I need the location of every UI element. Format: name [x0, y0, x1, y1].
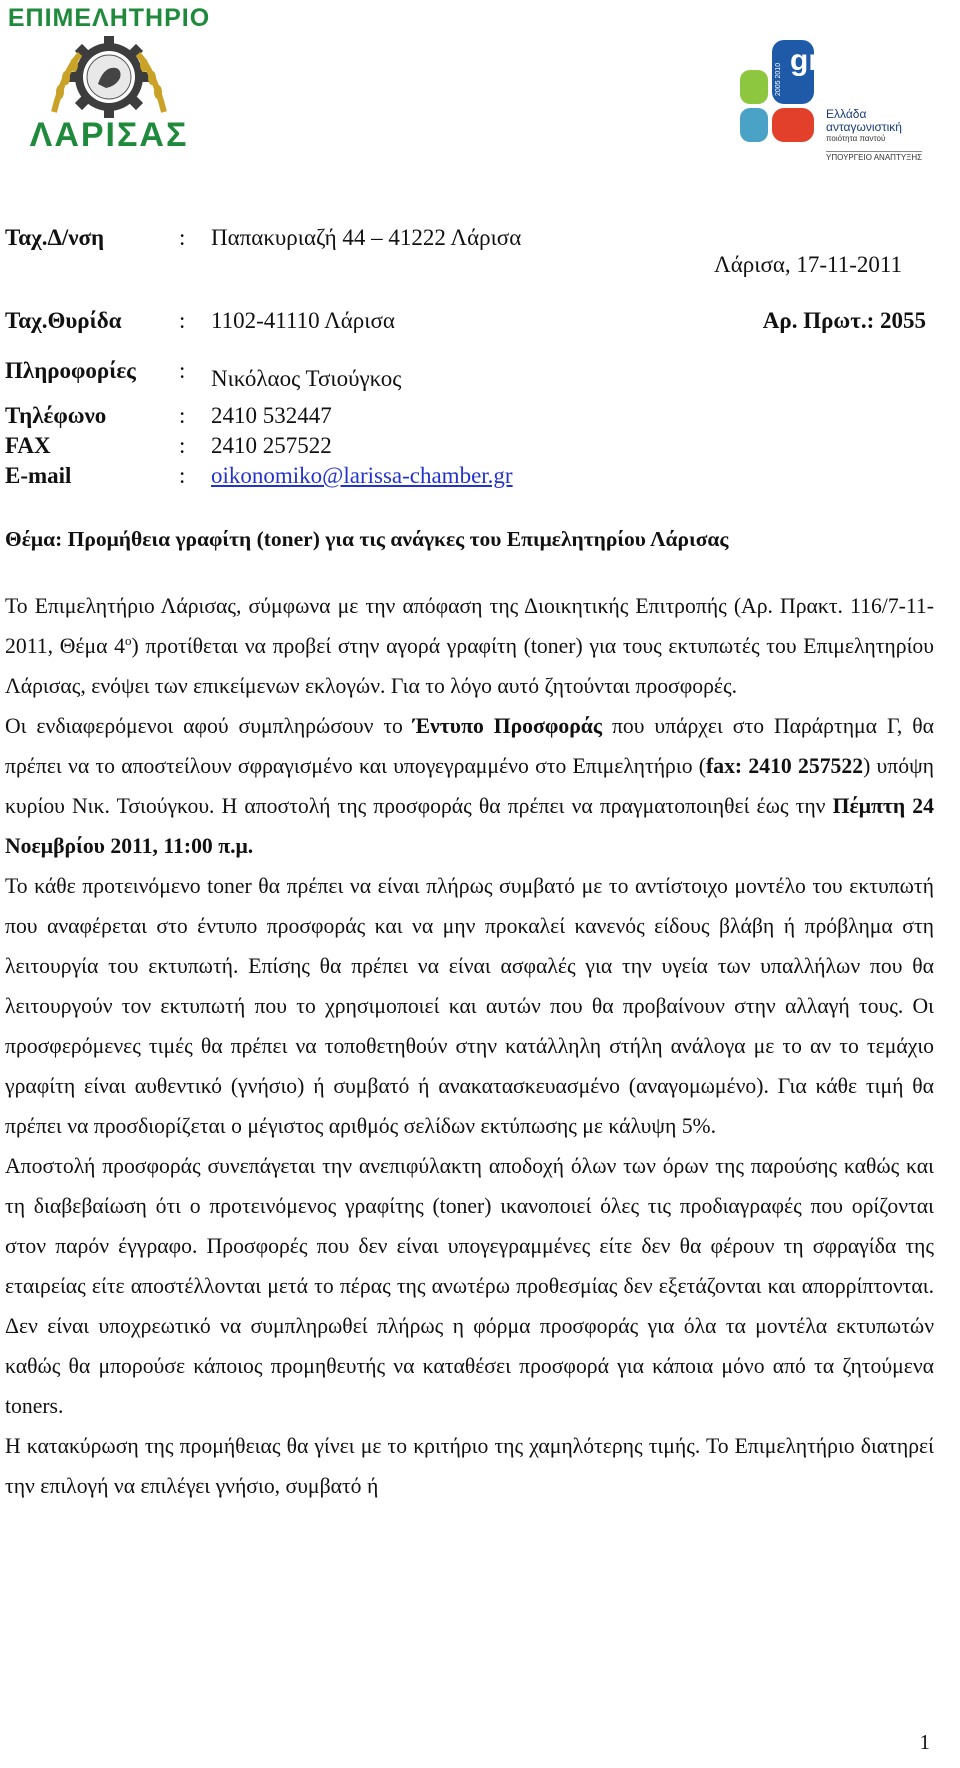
separator: : [179, 358, 186, 383]
paragraph-2-text-d: ) υπόψη κυρίου Νικ. Τσιούγκου. Η αποστολή της προσφοράς θα πρέπει να πραγματοποιηθεί έως την [5, 754, 934, 818]
separator: : [179, 403, 186, 428]
separator: : [179, 433, 186, 458]
deadline-bold: Πέμπτη 24 Νοεμβρίου 2011, 11:00 π.μ. [5, 794, 934, 858]
ordinal-superscript: ο [125, 632, 132, 648]
logo-title-top: ΕΠΙΜΕΛΗΤΗΡΙΟ [7, 4, 211, 32]
info-label: Πληροφορίες [5, 358, 136, 383]
fax-number-bold: fax: 2410 257522 [706, 754, 864, 778]
caption-line1: Ελλάδα [826, 107, 867, 121]
paragraph-1-text-a: Το Επιμελητήριο Λάρισας, σύμφωνα με την απόφαση της Διοικητικής Επιτροπής (Αρ. Πρακτ. 116/7-11-2011, Θέμα 4 [5, 594, 934, 658]
paragraph-2-text-a: Οι ενδιαφερόμενοι αφού συμπληρώσουν το [5, 714, 413, 738]
document-date: Λάρισα, 17-11-2011 [714, 252, 902, 277]
pobox-value: 1102-41110 Λάρισα [211, 308, 395, 333]
logo-caption [826, 108, 922, 163]
separator: : [179, 463, 186, 488]
caption-line3: ποιότητα παντού [826, 133, 886, 143]
email-link[interactable]: oikonomiko@larissa-chamber.gr [211, 463, 513, 488]
address-value: Παπακυριαζή 44 – 41222 Λάρισα [211, 225, 522, 250]
gear-wheat-emblem-icon [46, 32, 172, 122]
caption-line4: ΥΠΟΥΡΓΕΙΟ ΑΝΑΠΤΥΞΗΣ [826, 152, 923, 162]
subject-line: Θέμα: Προμήθεια γραφίτη (toner) για τις ανάγκες του Επιμελητηρίου Λάρισας [5, 527, 729, 551]
pobox-label: Ταχ.Θυρίδα [5, 308, 122, 333]
email-label: E-mail [5, 463, 72, 488]
paragraph-1 [5, 586, 934, 706]
separator: : [179, 225, 186, 250]
address-label: Ταχ.Δ/νση [5, 225, 105, 250]
paragraph-3: Το κάθε προτεινόμενο toner θα πρέπει να είναι πλήρως συμβατό με το αντίστοιχο μοντέλο του εκτυπωτή που αναφέρεται στο έντυπο προσφοράς και να μην προκαλεί κανενός είδους βλάβη ή πρόβλημα στη λειτουργία του εκτυπωτή. Επίσης θα πρέπει να είναι ασφαλές για την υγεία των υπαλλήλων που θα λειτουργούν τον εκτυπωτή που το χρησιμοποιεί και αυτών που θα προβαίνουν στην αλλαγή τους. Οι προσφερόμενες τιμές θα πρέπει να τοποθετηθούν στην κατάλληλη στήλη ανάλογα με το αν το τεμάχιο γραφίτη είναι αυθεντικό (γνήσιο) ή συμβατό ή ανακατασκευασμένο (αναγομωμένο). Για κάθε τιμή θα πρέπει να προσδιορίζεται ο μέγιστος αριθμός σελίδων εκτύπωσης με κάλυψη 5%. [5, 874, 934, 1138]
caption-line2: ανταγωνιστική [826, 120, 902, 135]
fax-label: FAX [5, 433, 51, 458]
info-value: Νικόλαος Τσιούγκος [211, 366, 402, 391]
phone-value: 2410 532447 [211, 403, 332, 428]
paragraph-4: Αποστολή προσφοράς συνεπάγεται την ανεπιφύλακτη αποδοχή όλων των όρων της παρούσης καθώς και τη διαβεβαίωση ότι ο προτεινόμενος γραφίτης (toner) ικανοποιεί όλες τις προδιαγραφές που ορίζονται στον παρόν έγγραφο. Προσφορές που δεν είναι υπογεγραμμένες είτε δεν θα φέρουν τη σφραγίδα της εταιρείας είτε αποστέλλονται μετά το πέρας της ανωτέρω προθεσμίας δεν εξετάζονται και απορρίπτονται. Δεν είναι υποχρεωτικό να συμπληρωθεί πλήρως η φόρμα προσφοράς για όλα τα μοντέλα εκτυπωτών καθώς θα μπορούσε κάποιος προμηθευτής να καταθέσει προσφορά για κάποια μόνο από τα ζητούμενα toners. [5, 1154, 934, 1418]
paragraph-5: Η κατακύρωση της προμήθειας θα γίνει με το κριτήριο της χαμηλότερης τιμής. Το Επιμελητήριο διατηρεί την επιλογή να επιλέγει γνήσιο, συμβατό ή [5, 1434, 934, 1498]
chamber-logo [6, 4, 212, 154]
paragraph-1-text-b: ) προτίθεται να προβεί στην αγορά γραφίτη (toner) για τους εκτυπωτές του Επιμελητηρίου Λάρισας, ενόψει των επικείμενων εκλογών. Για το λόγο αυτό ζητούνται προσφορές. [5, 634, 934, 698]
offer-form-name: Έντυπο Προσφοράς [412, 714, 603, 738]
document-body [5, 586, 934, 1506]
phone-label: Τηλέφωνο [5, 403, 107, 428]
badge-text: gr [790, 44, 820, 77]
logo-title-bottom: ΛΑΡΙΣΑΣ [29, 116, 189, 154]
badge-years: 2005 2010 [775, 62, 782, 96]
paragraph-2-text-c: που υπάρχει στο Παράρτημα Γ, θα πρέπει να το αποστείλουν σφραγισμένο και υπογεγραμμένο στο Επιμελητήριο ( [5, 714, 934, 778]
greece-competitive-logo [740, 40, 924, 170]
page-number: 1 [919, 1730, 930, 1754]
separator: : [179, 308, 186, 333]
paragraph-2 [5, 706, 934, 866]
fax-value: 2410 257522 [211, 433, 332, 458]
protocol-number: Αρ. Πρωτ.: 2055 [762, 308, 926, 333]
